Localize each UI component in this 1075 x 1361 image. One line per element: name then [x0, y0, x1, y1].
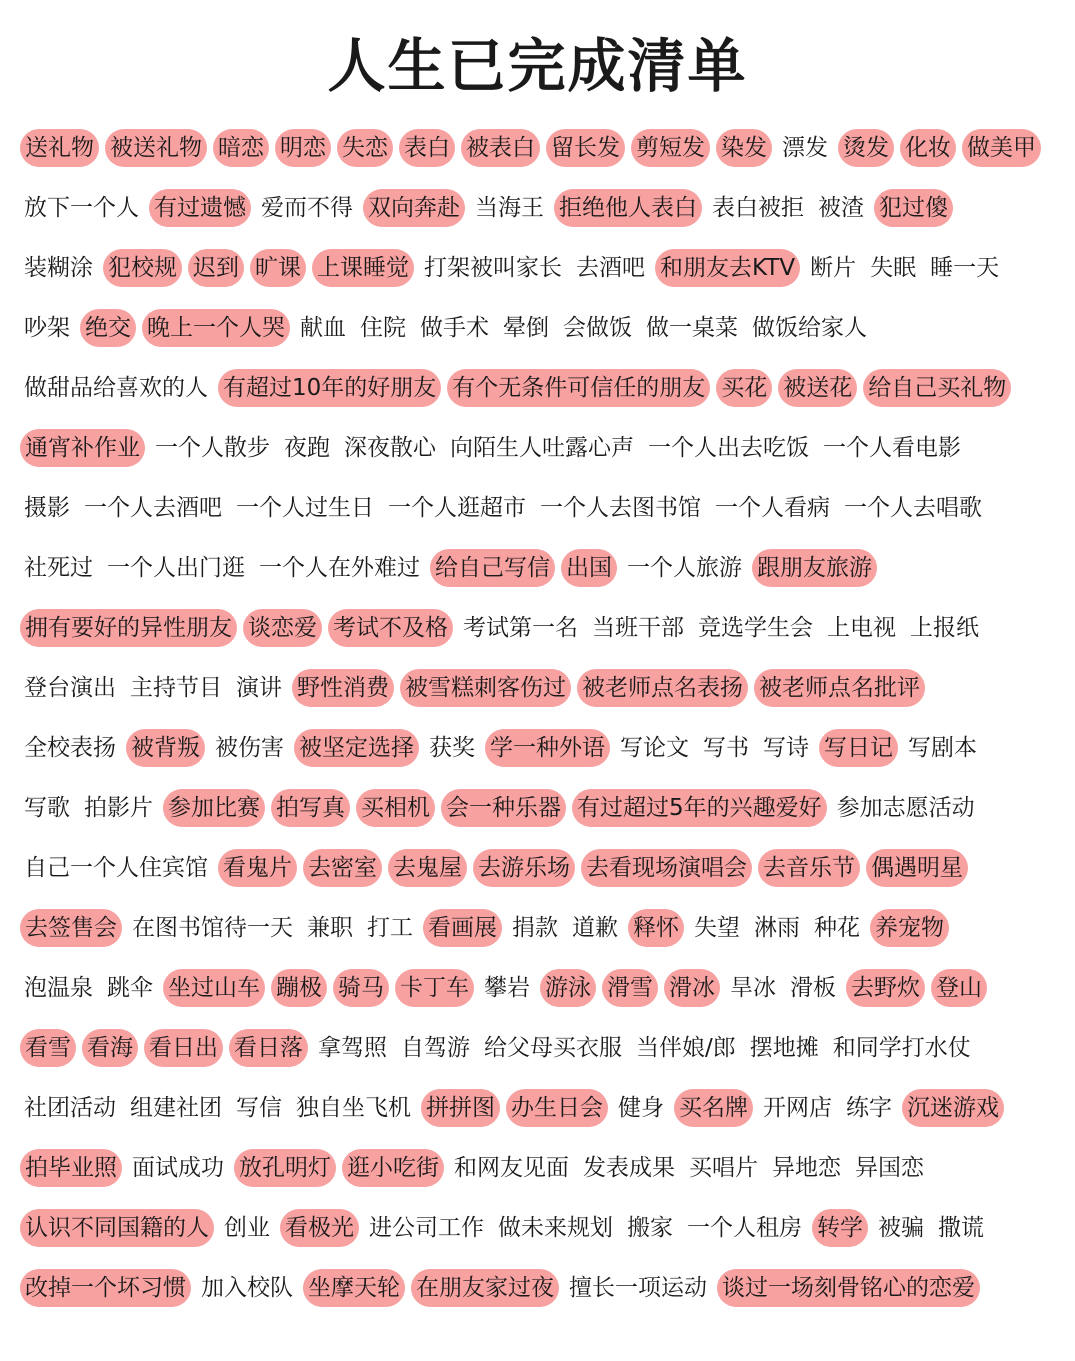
checklist-row — [20, 298, 1075, 358]
checklist-item-completed: 剪短发 — [631, 129, 710, 167]
checklist-item-completed: 看画展 — [423, 909, 502, 947]
checklist-item: 表白被拒 — [712, 195, 804, 221]
checklist-item: 全校表扬 — [24, 735, 116, 761]
checklist-item: 去酒吧 — [576, 255, 645, 281]
checklist-item: 自驾游 — [401, 1035, 470, 1061]
checklist-item: 搬家 — [627, 1215, 673, 1241]
checklist-item-completed: 做美甲 — [962, 129, 1041, 167]
checklist-item: 被渣 — [818, 195, 864, 221]
checklist-item-completed: 看鬼片 — [218, 849, 297, 887]
checklist-item: 做手术 — [420, 315, 489, 341]
checklist-item-completed: 去音乐节 — [758, 849, 860, 887]
checklist-item: 当海王 — [475, 195, 544, 221]
checklist-item-completed: 出国 — [561, 549, 617, 587]
checklist-item: 写剧本 — [908, 735, 977, 761]
checklist-item: 撒谎 — [938, 1215, 984, 1241]
checklist-item-completed: 滑雪 — [602, 969, 658, 1007]
checklist-item: 写诗 — [763, 735, 809, 761]
checklist-item-completed: 拍毕业照 — [20, 1149, 122, 1187]
checklist-item-completed: 有个无条件可信任的朋友 — [447, 369, 710, 407]
checklist-item-completed: 看日落 — [229, 1029, 308, 1067]
checklist-item: 道歉 — [572, 915, 618, 941]
checklist-item: 打工 — [367, 915, 413, 941]
checklist-item: 摄影 — [24, 495, 70, 521]
checklist-row — [20, 838, 1075, 898]
checklist-row — [20, 118, 1075, 178]
checklist-item-completed: 染发 — [716, 129, 772, 167]
checklist-row — [20, 238, 1075, 298]
checklist-item-completed: 跟朋友旅游 — [752, 549, 877, 587]
checklist-item: 登台演出 — [24, 675, 116, 701]
checklist-item: 写信 — [236, 1095, 282, 1121]
checklist-item-completed: 有过遗憾 — [149, 189, 251, 227]
checklist-item-completed: 逛小吃街 — [342, 1149, 444, 1187]
checklist-item: 拿驾照 — [318, 1035, 387, 1061]
checklist-item-completed: 去签售会 — [20, 909, 122, 947]
checklist-item: 滑板 — [790, 975, 836, 1001]
checklist-row — [20, 598, 1075, 658]
checklist-item-completed: 放孔明灯 — [234, 1149, 336, 1187]
checklist-item: 拍影片 — [84, 795, 153, 821]
checklist-item-completed: 看海 — [82, 1029, 138, 1067]
checklist-item-completed: 被老师点名批评 — [754, 669, 925, 707]
checklist-item-completed: 看极光 — [280, 1209, 359, 1247]
checklist-item: 在图书馆待一天 — [132, 915, 293, 941]
checklist-item: 泡温泉 — [24, 975, 93, 1001]
checklist-item: 深夜散心 — [344, 435, 436, 461]
checklist-item: 主持节目 — [130, 675, 222, 701]
checklist-item: 晕倒 — [503, 315, 549, 341]
checklist-item: 面试成功 — [132, 1155, 224, 1181]
checklist-item: 社团活动 — [24, 1095, 116, 1121]
checklist-item: 买唱片 — [689, 1155, 758, 1181]
checklist-item: 做甜品给喜欢的人 — [24, 375, 208, 401]
checklist-item-completed: 去看现场演唱会 — [581, 849, 752, 887]
checklist-item-completed: 在朋友家过夜 — [411, 1269, 559, 1307]
checklist-item-completed: 被老师点名表扬 — [577, 669, 748, 707]
checklist-item-completed: 被表白 — [461, 129, 540, 167]
checklist-item-completed: 迟到 — [188, 249, 244, 287]
checklist-item-completed: 写日记 — [819, 729, 898, 767]
checklist-row — [20, 778, 1075, 838]
checklist-item-completed: 看日出 — [144, 1029, 223, 1067]
checklist-item: 失望 — [694, 915, 740, 941]
checklist-item-completed: 改掉一个坏习惯 — [20, 1269, 191, 1307]
checklist-item-completed: 晚上一个人哭 — [142, 309, 290, 347]
checklist-item-completed: 化妆 — [900, 129, 956, 167]
checklist-item: 参加志愿活动 — [836, 795, 975, 821]
checklist-item-completed: 上课睡觉 — [312, 249, 414, 287]
checklist-item-completed: 看雪 — [20, 1029, 76, 1067]
checklist-item: 获奖 — [429, 735, 475, 761]
checklist-row — [20, 958, 1075, 1018]
checklist-item-completed: 拒绝他人表白 — [554, 189, 702, 227]
checklist-item-completed: 释怀 — [628, 909, 684, 947]
checklist-item: 组建社团 — [130, 1095, 222, 1121]
checklist-item: 开网店 — [763, 1095, 832, 1121]
checklist-item: 一个人租房 — [687, 1215, 802, 1241]
checklist-item: 摆地摊 — [749, 1035, 819, 1061]
checklist-row — [20, 718, 1075, 778]
checklist-item-completed: 买名牌 — [674, 1089, 753, 1127]
checklist-row — [20, 1078, 1075, 1138]
checklist-item-completed: 去游乐场 — [473, 849, 575, 887]
checklist-item-completed: 参加比赛 — [163, 789, 265, 827]
checklist-item: 跳伞 — [107, 975, 153, 1001]
checklist-item: 和网友见面 — [454, 1155, 569, 1181]
page-title: 人生已完成清单 — [327, 32, 748, 100]
checklist-row — [20, 1018, 1075, 1078]
checklist-item: 种花 — [814, 915, 860, 941]
checklist-item: 攀岩 — [484, 975, 530, 1001]
checklist-item-completed: 绝交 — [80, 309, 136, 347]
checklist-item-completed: 游泳 — [540, 969, 596, 1007]
checklist-item-completed: 给自己写信 — [430, 549, 555, 587]
checklist-item-completed: 办生日会 — [506, 1089, 608, 1127]
checklist-item-completed: 转学 — [812, 1209, 868, 1247]
checklist-item: 一个人在外难过 — [259, 555, 420, 581]
checklist-item: 一个人散步 — [155, 435, 270, 461]
checklist-item: 一个人逛超市 — [388, 495, 526, 521]
checklist-item-completed: 有超过10年的好朋友 — [218, 369, 441, 407]
checklist-item: 健身 — [618, 1095, 664, 1121]
checklist-row — [20, 538, 1075, 598]
checklist-item: 竞选学生会 — [698, 615, 813, 641]
checklist-row — [20, 658, 1075, 718]
checklist-item: 打架被叫家长 — [424, 255, 562, 281]
checklist-item-completed: 考试不及格 — [328, 609, 453, 647]
checklist-item: 一个人看病 — [715, 495, 830, 521]
checklist-item: 练字 — [846, 1095, 892, 1121]
checklist-item: 失眠 — [870, 255, 917, 281]
checklist-item-completed: 滑冰 — [664, 969, 720, 1007]
checklist-item: 独自坐飞机 — [296, 1095, 411, 1121]
checklist-item: 做未来规划 — [498, 1215, 613, 1241]
checklist-item-completed: 通宵补作业 — [20, 429, 145, 467]
checklist-item-completed: 犯校规 — [103, 249, 182, 287]
checklist-row — [20, 898, 1075, 958]
checklist-item: 一个人过生日 — [236, 495, 374, 521]
checklist-item-completed: 认识不同国籍的人 — [20, 1209, 214, 1247]
checklist — [0, 118, 1075, 1318]
checklist-item-completed: 登山 — [931, 969, 987, 1007]
checklist-item-completed: 去野炊 — [846, 969, 925, 1007]
checklist-item-completed: 买相机 — [356, 789, 435, 827]
checklist-item-completed: 双向奔赴 — [363, 189, 465, 227]
checklist-item: 放下一个人 — [24, 195, 139, 221]
checklist-item: 进公司工作 — [369, 1215, 484, 1241]
checklist-row — [20, 1258, 1075, 1318]
checklist-item-completed: 去鬼屋 — [388, 849, 467, 887]
checklist-item: 上报纸 — [910, 615, 979, 641]
checklist-item: 漂发 — [782, 135, 828, 161]
checklist-item: 一个人去唱歌 — [844, 495, 982, 521]
checklist-item: 当伴娘/郎 — [636, 1035, 736, 1061]
checklist-item: 考试第一名 — [463, 615, 578, 641]
checklist-item-completed: 骑马 — [333, 969, 389, 1007]
checklist-item-completed: 给自己买礼物 — [863, 369, 1011, 407]
checklist-item: 献血 — [300, 315, 346, 341]
checklist-row — [20, 1138, 1075, 1198]
checklist-item-completed: 买花 — [716, 369, 772, 407]
checklist-item-completed: 明恋 — [275, 129, 331, 167]
checklist-item: 异地恋 — [772, 1155, 841, 1181]
checklist-item-completed: 蹦极 — [271, 969, 327, 1007]
checklist-item: 一个人看电影 — [823, 435, 961, 461]
checklist-item-completed: 拼拼图 — [421, 1089, 500, 1127]
checklist-item: 给父母买衣服 — [484, 1035, 622, 1061]
checklist-item: 自己一个人住宾馆 — [24, 855, 208, 881]
checklist-item: 异国恋 — [855, 1155, 924, 1181]
checklist-item: 一个人去图书馆 — [540, 495, 701, 521]
checklist-item-completed: 卡丁车 — [395, 969, 474, 1007]
checklist-item: 做一桌菜 — [646, 315, 738, 341]
checklist-item-completed: 拍写真 — [271, 789, 350, 827]
checklist-item-completed: 犯过傻 — [874, 189, 953, 227]
checklist-row — [20, 418, 1075, 478]
checklist-item-completed: 失恋 — [337, 129, 393, 167]
checklist-item: 吵架 — [24, 315, 70, 341]
checklist-item: 装糊涂 — [24, 255, 93, 281]
checklist-item-completed: 养宠物 — [870, 909, 949, 947]
checklist-item-completed: 被雪糕刺客伤过 — [400, 669, 571, 707]
checklist-item: 睡一天 — [930, 255, 1000, 281]
checklist-item-completed: 留长发 — [546, 129, 625, 167]
checklist-item-completed: 烫发 — [838, 129, 894, 167]
checklist-item-completed: 谈恋爱 — [243, 609, 322, 647]
checklist-item-completed: 有过超过5年的兴趣爱好 — [572, 789, 827, 827]
checklist-item: 淋雨 — [754, 915, 800, 941]
checklist-item: 写论文 — [620, 735, 689, 761]
checklist-item: 被骗 — [878, 1215, 924, 1241]
checklist-row — [20, 1198, 1075, 1258]
checklist-item-completed: 学一种外语 — [485, 729, 610, 767]
checklist-item-completed: 旷课 — [250, 249, 306, 287]
checklist-item: 一个人去酒吧 — [84, 495, 222, 521]
checklist-item: 和同学打水仗 — [832, 1035, 971, 1061]
checklist-item: 做饭给家人 — [752, 315, 867, 341]
checklist-item: 发表成果 — [583, 1155, 675, 1181]
checklist-item-completed: 被背叛 — [126, 729, 205, 767]
checklist-item: 一个人旅游 — [627, 555, 742, 581]
checklist-item: 兼职 — [307, 915, 353, 941]
checklist-item: 捐款 — [512, 915, 558, 941]
checklist-item-completed: 坐过山车 — [163, 969, 265, 1007]
checklist-item: 当班干部 — [592, 615, 684, 641]
checklist-item-completed: 沉迷游戏 — [902, 1089, 1004, 1127]
checklist-item: 创业 — [224, 1215, 270, 1241]
checklist-item-completed: 被送礼物 — [105, 129, 207, 167]
checklist-row — [20, 478, 1075, 538]
checklist-item-completed: 被送花 — [778, 369, 857, 407]
checklist-item-completed: 暗恋 — [213, 129, 269, 167]
checklist-item-completed: 和朋友去KTV — [655, 249, 800, 287]
checklist-row — [20, 358, 1075, 418]
checklist-item-completed: 谈过一场刻骨铭心的恋爱 — [717, 1269, 980, 1307]
checklist-item-completed: 坐摩天轮 — [303, 1269, 405, 1307]
checklist-item-completed: 表白 — [399, 129, 455, 167]
checklist-item: 加入校队 — [201, 1275, 293, 1301]
checklist-item-completed: 拥有要好的异性朋友 — [20, 609, 237, 647]
checklist-item: 社死过 — [24, 555, 93, 581]
checklist-item: 夜跑 — [284, 435, 330, 461]
checklist-item-completed: 去密室 — [303, 849, 382, 887]
checklist-item-completed: 野性消费 — [292, 669, 394, 707]
checklist-item: 旱冰 — [730, 975, 776, 1001]
checklist-item: 一个人出去吃饭 — [648, 435, 809, 461]
checklist-item: 向陌生人吐露心声 — [450, 435, 634, 461]
checklist-item-completed: 送礼物 — [20, 129, 99, 167]
checklist-item-completed: 被坚定选择 — [294, 729, 419, 767]
checklist-item: 写书 — [703, 735, 749, 761]
checklist-item: 擅长一项运动 — [569, 1275, 707, 1301]
checklist-item-completed: 会一种乐器 — [441, 789, 566, 827]
checklist-item: 住院 — [360, 315, 406, 341]
checklist-row — [20, 178, 1075, 238]
checklist-item-completed: 偶遇明星 — [866, 849, 968, 887]
checklist-item: 写歌 — [24, 795, 70, 821]
checklist-item: 被伤害 — [215, 735, 284, 761]
checklist-item: 断片 — [810, 255, 857, 281]
checklist-item: 爱而不得 — [261, 195, 353, 221]
checklist-item: 上电视 — [827, 615, 896, 641]
checklist-item: 一个人出门逛 — [107, 555, 245, 581]
checklist-item: 会做饭 — [563, 315, 632, 341]
checklist-item: 演讲 — [236, 675, 282, 701]
